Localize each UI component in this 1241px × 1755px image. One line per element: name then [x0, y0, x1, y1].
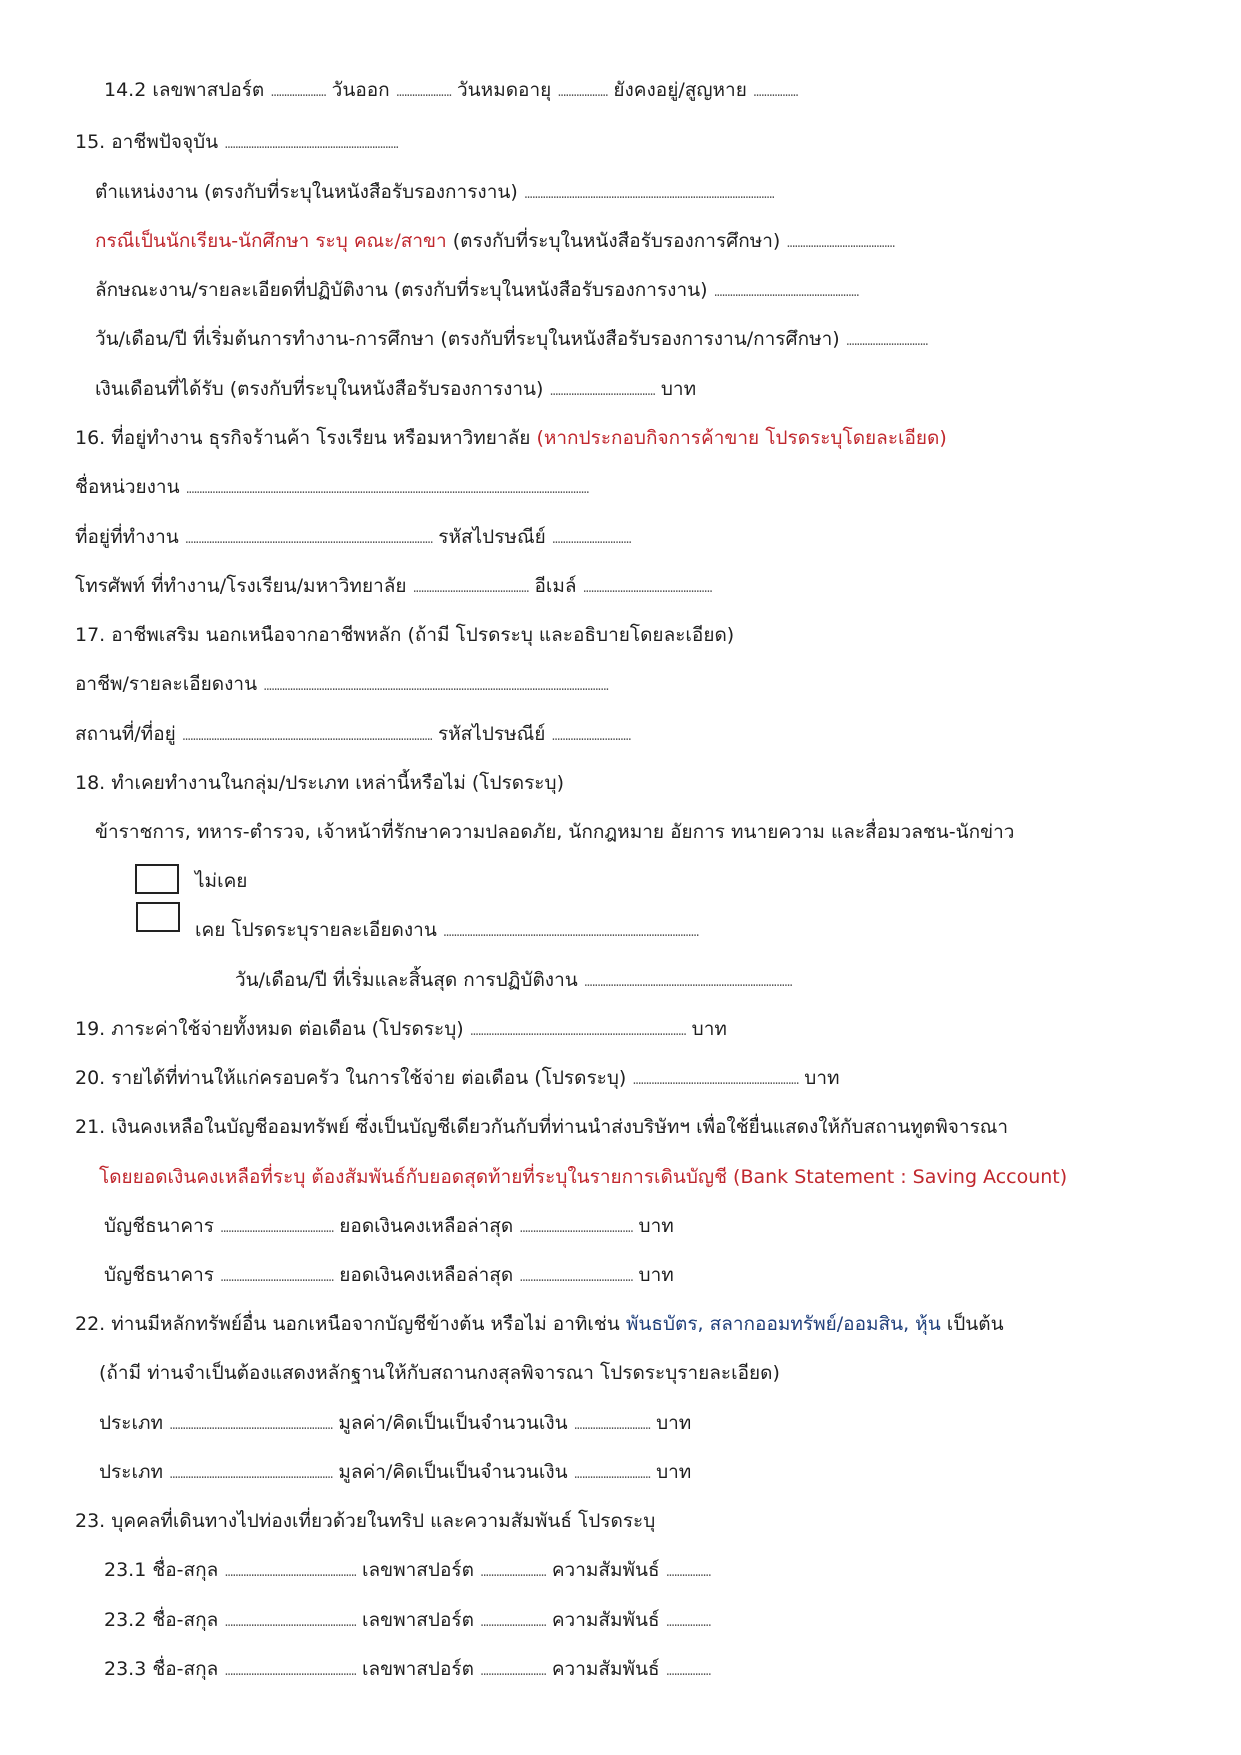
label-passport-status: ยังคงอยู่/สูญหาย — [613, 79, 747, 101]
row-position — [95, 180, 774, 207]
row-start-date — [95, 327, 927, 354]
label-email: อีเมล์ — [534, 575, 577, 597]
field-asset-type-1[interactable]: .............................................................. — [169, 1418, 333, 1433]
label-student-note: (ตรงกับที่ระบุในหนังสือรับรองการศึกษา) — [452, 230, 781, 252]
label-work-address: ที่อยู่ที่ทำงาน — [75, 526, 179, 548]
field-side-job-detail[interactable]: ................................................................................................................................... — [263, 679, 608, 694]
row-ever — [195, 918, 698, 945]
row-salary — [95, 377, 696, 404]
label-ever: เคย โปรดระบุรายละเอียดงาน — [195, 919, 437, 941]
label-companion-relation-1: ความสัมพันธ์ — [551, 1559, 660, 1581]
label-asset-type-2: ประเภท — [99, 1461, 164, 1483]
label-companion-passport-1: เลขพาสปอร์ต — [361, 1559, 474, 1581]
label-assets-heading: 22. ท่านมีหลักทรัพย์อื่น นอกเหนือจากบัญชีข้างต้น หรือไม่ อาทิเช่น — [75, 1313, 620, 1335]
label-companions-heading: 23. บุคคลที่เดินทางไปท่องเที่ยวด้วยในทริป และความสัมพันธ์ โปรดระบุ — [75, 1510, 656, 1532]
checkbox-never[interactable] — [135, 864, 179, 894]
label-balance-2-baht: บาท — [638, 1264, 674, 1286]
label-asset-value-1: มูลค่า/คิดเป็นเป็นจำนวนเงิน — [338, 1412, 568, 1434]
label-sensitive-job-heading: 18. ทำเคยทำงานในกลุ่ม/ประเภท เหล่านี้หรือไม่ (โปรดระบุ) — [75, 772, 564, 794]
row-savings-heading — [75, 1115, 1008, 1139]
label-balance-1-baht: บาท — [638, 1215, 674, 1237]
label-never: ไม่เคย — [195, 870, 248, 892]
field-asset-value-2[interactable]: ............................. — [573, 1467, 651, 1482]
label-side-job-place: สถานที่/ที่อยู่ — [75, 723, 176, 745]
field-job-detail[interactable]: ....................................................... — [713, 285, 859, 300]
label-asset-value-2: มูลค่า/คิดเป็นเป็นจำนวนเงิน — [338, 1461, 568, 1483]
label-balance-2: ยอดเงินคงเหลือล่าสุด — [339, 1264, 514, 1286]
field-work-address[interactable]: .............................................................................................. — [184, 532, 433, 547]
label-salary-baht: บาท — [660, 378, 697, 400]
label-savings-note: โดยยอดเงินคงเหลือที่ระบุ ต้องสัมพันธ์กับยอดสุดท้ายที่ระบุในรายการเดินบัญชี (Bank Statement : Saving Account) — [99, 1166, 1068, 1188]
row-work-period — [235, 968, 792, 995]
label-issue-date: วันออก — [331, 79, 390, 101]
row-side-job-heading — [75, 623, 734, 647]
row-bank-account-1 — [104, 1214, 674, 1241]
field-companion-passport-3[interactable]: ......................... — [479, 1664, 546, 1679]
label-sensitive-job-groups: ข้าราชการ, ทหาร-ตำรวจ, เจ้าหน้าที่รักษาความปลอดภัย, นักกฎหมาย อัยการ ทนายความ และสื่อมวลชน-นักข่าว — [95, 821, 1015, 843]
row-never — [195, 869, 247, 893]
field-side-job-postcode[interactable]: .............................. — [551, 729, 631, 744]
row-companion-1 — [104, 1558, 710, 1585]
field-asset-type-2[interactable]: .............................................................. — [169, 1467, 333, 1482]
field-occupation[interactable]: .................................................................. — [224, 137, 398, 152]
row-work-address — [75, 525, 631, 552]
field-companion-relation-3[interactable]: ................. — [665, 1664, 711, 1679]
label-work-postcode: รหัสไปรษณีย์ — [438, 526, 546, 548]
label-family-income-baht: บาท — [804, 1067, 840, 1089]
field-asset-value-1[interactable]: ............................. — [573, 1418, 651, 1433]
checkbox-ever[interactable] — [136, 902, 180, 932]
row-assets-heading — [75, 1312, 1004, 1336]
field-salary[interactable]: ........................................ — [549, 384, 655, 399]
row-side-job-detail — [75, 672, 608, 699]
label-bank-account-2: บัญชีธนาคาร — [104, 1264, 214, 1286]
row-companion-2 — [104, 1608, 710, 1635]
field-email[interactable]: ................................................. — [582, 581, 712, 596]
label-side-job-detail: อาชีพ/รายละเอียดงาน — [75, 673, 258, 695]
label-asset-value-2-baht: บาท — [656, 1461, 692, 1483]
row-family-income — [75, 1066, 840, 1093]
row-assets-note — [99, 1361, 780, 1385]
label-monthly-expense-baht: บาท — [691, 1018, 727, 1040]
label-side-job-heading: 17. อาชีพเสริม นอกเหนือจากอาชีพหลัก (ถ้ามี โปรดระบุ และอธิบายโดยละเอียด) — [75, 624, 735, 646]
label-work-phone: โทรศัพท์ ที่ทำงาน/โรงเรียน/มหาวิทยาลัย — [75, 575, 407, 597]
field-passport[interactable]: ..................... — [270, 85, 326, 100]
field-companion-name-2[interactable]: .................................................. — [224, 1615, 356, 1630]
field-companion-passport-1[interactable]: ......................... — [479, 1565, 546, 1580]
field-balance-2[interactable]: ........................................... — [519, 1270, 633, 1285]
label-occupation: 15. อาชีพปัจจุบัน — [75, 131, 219, 153]
field-work-phone[interactable]: ............................................ — [412, 581, 529, 596]
field-family-income[interactable]: ............................................................... — [632, 1073, 799, 1088]
field-companion-relation-1[interactable]: ................. — [665, 1565, 711, 1580]
field-position[interactable]: ............................................................................................... — [523, 187, 774, 202]
label-companion-name-1: 23.1 ชื่อ-สกุล — [104, 1559, 219, 1581]
label-asset-value-1-baht: บาท — [656, 1412, 692, 1434]
label-start-date: วัน/เดือน/ปี ที่เริ่มต้นการทำงาน-การศึกษา (ตรงกับที่ระบุในหนังสือรับรองการงาน/การศึกษา) — [95, 328, 840, 350]
row-work-phone — [75, 574, 712, 601]
label-side-job-postcode: รหัสไปรษณีย์ — [437, 723, 546, 745]
row-work-address-heading — [75, 426, 947, 450]
label-companion-passport-2: เลขพาสปอร์ต — [361, 1609, 474, 1631]
label-companion-relation-3: ความสัมพันธ์ — [551, 1658, 660, 1680]
label-companion-relation-2: ความสัมพันธ์ — [551, 1609, 660, 1631]
field-companion-relation-2[interactable]: ................. — [665, 1615, 711, 1630]
label-job-detail: ลักษณะงาน/รายละเอียดที่ปฏิบัติงาน (ตรงกับที่ระบุในหนังสือรับรองการงาน) — [95, 279, 708, 301]
label-salary: เงินเดือนที่ได้รับ (ตรงกับที่ระบุในหนังสือรับรองการงาน) — [95, 378, 544, 400]
field-companion-name-3[interactable]: .................................................. — [224, 1664, 356, 1679]
row-companions-heading — [75, 1509, 655, 1533]
field-ever-detail[interactable]: ................................................................................................. — [442, 925, 699, 940]
field-monthly-expense[interactable]: .................................................................................. — [469, 1024, 686, 1039]
field-companion-name-1[interactable]: .................................................. — [224, 1565, 356, 1580]
label-work-period: วัน/เดือน/ปี ที่เริ่มและสิ้นสุด การปฏิบัติงาน — [235, 969, 578, 991]
field-org-name[interactable]: ......................................................................................................................................................... — [185, 482, 589, 497]
label-balance-1: ยอดเงินคงเหลือล่าสุด — [339, 1215, 514, 1237]
label-asset-type-1: ประเภท — [99, 1412, 164, 1434]
row-asset-2 — [99, 1460, 691, 1487]
row-student — [95, 229, 894, 256]
field-issue-date[interactable]: ..................... — [395, 85, 451, 100]
label-companion-name-2: 23.2 ชื่อ-สกุล — [104, 1609, 219, 1631]
row-org-name — [75, 475, 588, 502]
field-side-job-place[interactable]: ............................................................................................... — [181, 729, 432, 744]
label-monthly-expense: 19. ภาระค่าใช้จ่ายทั้งหมด ต่อเดือน (โปรดระบุ) — [75, 1018, 464, 1040]
label-student-faculty: กรณีเป็นนักเรียน-นักศึกษา ระบุ คณะ/สาขา — [95, 230, 447, 252]
field-companion-passport-2[interactable]: ......................... — [479, 1615, 546, 1630]
label-position: ตำแหน่งงาน (ตรงกับที่ระบุในหนังสือรับรองการงาน) — [95, 181, 518, 203]
label-passport: 14.2 เลขพาสปอร์ต — [104, 79, 265, 101]
field-bank-account-1[interactable]: ........................................... — [220, 1221, 334, 1236]
label-assets-examples: พันธบัตร, สลากออมทรัพย์/ออมสิน, หุ้น — [625, 1313, 941, 1335]
label-companion-name-3: 23.3 ชื่อ-สกุล — [104, 1658, 219, 1680]
label-expiry-date: วันหมดอายุ — [457, 79, 552, 101]
label-assets-note: (ถ้ามี ท่านจำเป็นต้องแสดงหลักฐานให้กับสถานกงสุลพิจารณา โปรดระบุรายละเอียด) — [99, 1362, 780, 1384]
label-family-income: 20. รายได้ที่ท่านให้แก่ครอบครัว ในการใช้จ่าย ต่อเดือน (โปรดระบุ) — [75, 1067, 627, 1089]
label-assets-suffix: เป็นต้น — [946, 1313, 1004, 1335]
field-student-faculty[interactable]: ......................................... — [786, 236, 895, 251]
label-org-name: ชื่อหน่วยงาน — [75, 476, 180, 498]
label-bank-account-1: บัญชีธนาคาร — [104, 1215, 214, 1237]
label-work-address-note: (หากประกอบกิจการค้าขาย โปรดระบุโดยละเอียด) — [536, 427, 947, 449]
field-balance-1[interactable]: ........................................... — [519, 1221, 633, 1236]
field-work-period[interactable]: ............................................................................... — [583, 975, 792, 990]
row-savings-note — [99, 1165, 1067, 1189]
field-work-postcode[interactable]: .............................. — [551, 532, 631, 547]
field-passport-status[interactable]: ................. — [752, 85, 798, 100]
row-occupation — [75, 130, 398, 157]
row-side-job-place — [75, 722, 630, 749]
row-sensitive-job-groups — [95, 820, 1014, 844]
label-work-address-heading: 16. ที่อยู่ทำงาน ธุรกิจร้านค้า โรงเรียน หรือมหาวิทยาลัย — [75, 427, 531, 449]
row-sensitive-job-heading — [75, 771, 564, 795]
row-asset-1 — [99, 1411, 691, 1438]
label-savings-heading: 21. เงินคงเหลือในบัญชีออมทรัพย์ ซึ่งเป็นบัญชีเดียวกันกับที่ท่านนำส่งบริษัทฯ เพื่อใช้ยื่นแสดงให้กับสถานทูตพิจารณา — [75, 1116, 1009, 1138]
row-companion-3 — [104, 1657, 710, 1684]
field-start-date[interactable]: ............................... — [845, 334, 928, 349]
row-monthly-expense — [75, 1017, 727, 1044]
row-bank-account-2 — [104, 1263, 674, 1290]
field-expiry-date[interactable]: ................... — [557, 85, 608, 100]
field-bank-account-2[interactable]: ........................................... — [220, 1270, 334, 1285]
row-job-detail — [95, 278, 858, 305]
label-companion-passport-3: เลขพาสปอร์ต — [361, 1658, 474, 1680]
row-passport — [104, 78, 798, 105]
